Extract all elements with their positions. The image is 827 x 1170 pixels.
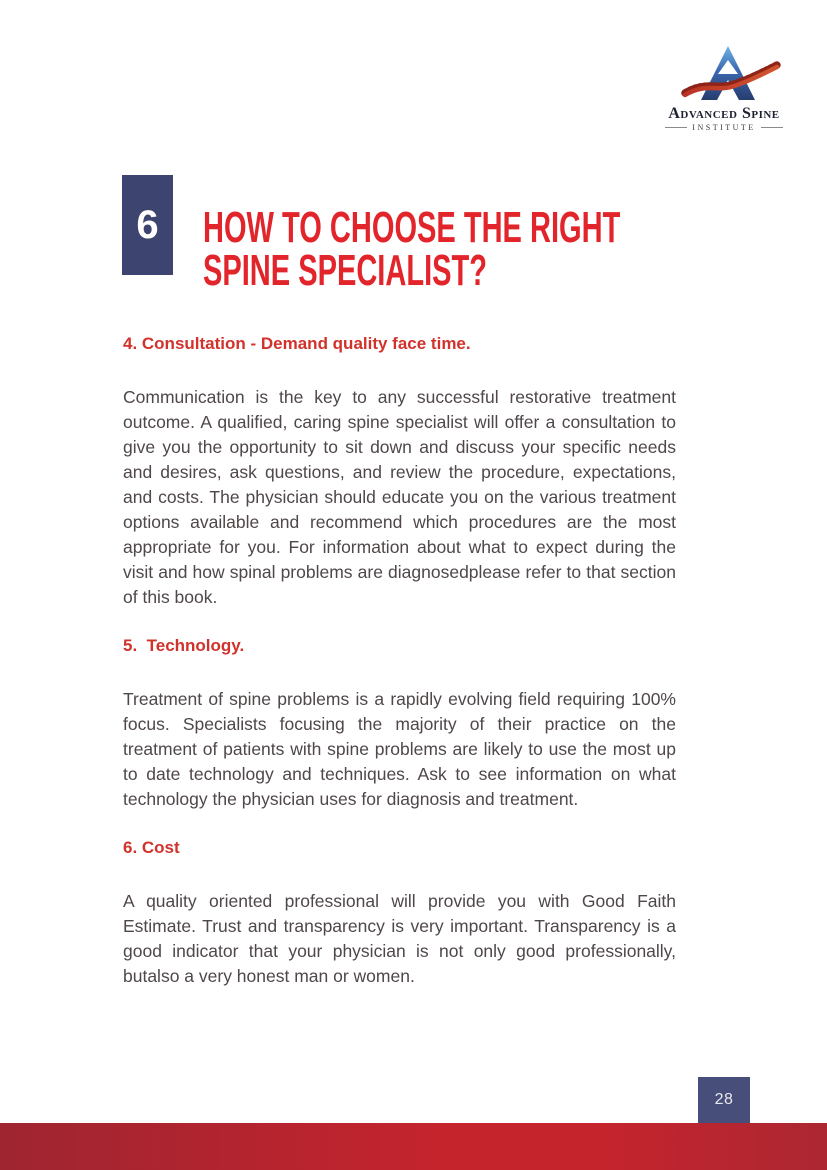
content-column <box>123 333 676 1014</box>
brand-name: Advanced Spine <box>668 105 780 122</box>
section-heading-cost: 6. Cost <box>123 838 180 857</box>
page-number: 28 <box>714 1091 734 1108</box>
section-paragraph-technology: Treatment of spine problems is a rapidly evolving field requiring 100% focus. Specialists focusing the majority of their practice on the treatment of patients with spine problems are likely to use the most up to date technology and techniques. Ask to see information on what technology the physician uses for diagnosis and treatment. <box>123 689 676 809</box>
section-paragraph-consultation: Communication is the key to any successful restorative treatment outcome. A qualified, caring spine specialist will offer a consultation to give you the opportunity to sit down and discuss your specific needs and desires, ask questions, and review the procedure, expectations, and costs. The physician should educate you on the various treatment options available and recommend which procedures are the most appropriate for you. For information about what to expect during the visit and how spinal problems are diagnosedplease refer to that section of this book. <box>123 387 676 607</box>
spine-a-logo-icon <box>665 44 783 106</box>
chapter-title-line-2: SPINE SPECIALIST? <box>203 246 487 295</box>
chapter-title-line-1: HOW TO CHOOSE THE RIGHT <box>203 203 621 252</box>
section-heading-technology: 5. Technology. <box>123 636 245 655</box>
subtitle-rule-right <box>761 127 783 128</box>
brand-logo <box>664 44 784 132</box>
chapter-number: 6 <box>136 203 159 247</box>
brand-subtitle-text: INSTITUTE <box>692 123 756 132</box>
chapter-number-box <box>122 175 173 275</box>
brand-subtitle <box>664 123 784 132</box>
section-heading-consultation: 4. Consultation - Demand quality face time. <box>123 334 471 353</box>
page-number-box <box>698 1077 750 1123</box>
section-paragraph-cost: A quality oriented professional will provide you with Good Faith Estimate. Trust and transparency is very important. Transparency is a good indicator that your physician is not only good professionally, butalso a very honest man or women. <box>123 891 676 986</box>
footer-bar <box>0 1123 827 1170</box>
subtitle-rule-left <box>665 127 687 128</box>
chapter-title <box>203 203 827 295</box>
